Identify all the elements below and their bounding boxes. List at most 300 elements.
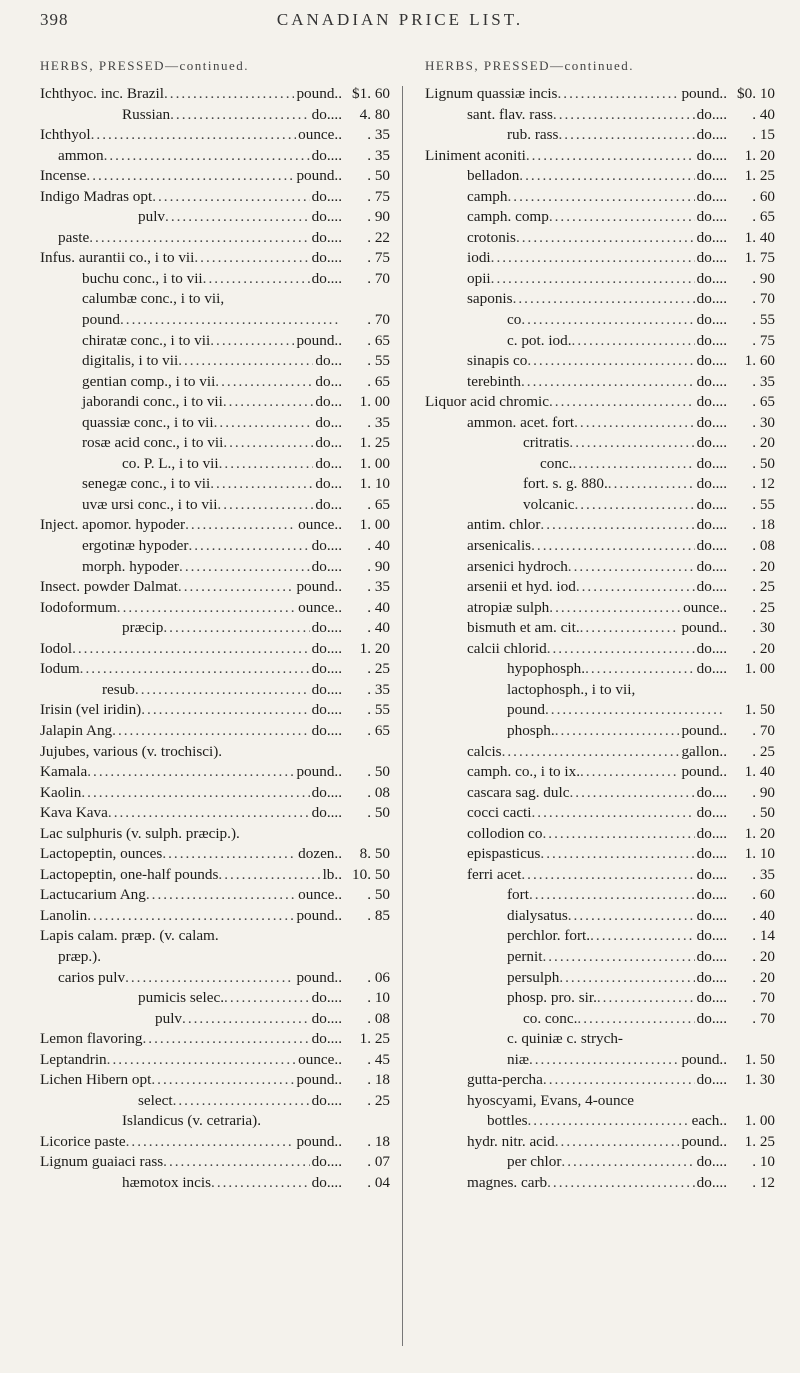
entry-price: 1. 20	[744, 146, 775, 164]
entry-price: . 70	[752, 290, 775, 308]
entry-unit: do....	[696, 454, 727, 472]
entry-name-wrap	[40, 742, 340, 763]
entry-name-wrap	[425, 618, 679, 639]
entry-name-wrap	[40, 1111, 340, 1132]
entry-price: . 75	[367, 187, 390, 205]
entry-price: 1. 20	[744, 824, 775, 842]
entry-price: . 18	[367, 1071, 390, 1089]
price-list-entry	[425, 372, 775, 393]
price-list-entry	[425, 146, 775, 167]
dot-leader	[521, 310, 694, 331]
entry-unit: do....	[311, 989, 342, 1007]
entry-unit: pound..	[296, 968, 342, 986]
entry-price: 8. 50	[359, 845, 390, 863]
price-list-entry	[425, 885, 775, 906]
entry-name: fort	[507, 886, 529, 904]
entry-name-wrap	[425, 289, 695, 310]
dot-leader	[526, 146, 695, 167]
entry-name-wrap	[425, 372, 695, 393]
entry-unit: pound..	[296, 331, 342, 349]
entry-price	[342, 926, 390, 947]
entry-name-wrap	[40, 392, 313, 413]
price-list-entry	[425, 474, 775, 495]
price-list-entry	[425, 557, 775, 578]
dot-leader	[107, 1050, 297, 1071]
entry-name: Lemon flavoring	[40, 1030, 143, 1048]
entry-unit: pound..	[296, 578, 342, 596]
entry-name: morph. hypoder	[82, 557, 180, 575]
entry-price: $0. 10	[737, 85, 775, 102]
entry-name: hæmotox incis	[122, 1173, 212, 1191]
entry-name-wrap	[40, 1132, 294, 1153]
dot-leader	[491, 248, 695, 269]
entry-name: Lactopeptin, ounces	[40, 845, 163, 863]
entry-unit: do....	[696, 845, 727, 863]
price-list-entry	[40, 557, 390, 578]
price-list-entry	[425, 310, 775, 331]
price-list-entry	[40, 84, 390, 105]
entry-unit: pound..	[681, 1132, 727, 1150]
entry-name-wrap	[425, 331, 695, 352]
entry-name: crotonis	[467, 228, 516, 246]
price-list-entry	[40, 824, 390, 845]
entry-name-wrap	[40, 618, 310, 639]
price-list-entry	[425, 207, 775, 228]
dot-leader	[634, 1091, 725, 1112]
entry-name-wrap	[40, 1070, 294, 1091]
entry-name-wrap	[40, 166, 294, 187]
entry-price: . 25	[367, 660, 390, 678]
entry-name: lactophosph., i to vii,	[507, 680, 636, 698]
entry-price: . 55	[752, 495, 775, 513]
entry-name-wrap	[40, 639, 310, 660]
entry-name: c. pot. iod.	[507, 331, 572, 349]
entry-price: . 30	[752, 413, 775, 431]
dot-leader	[547, 1173, 695, 1194]
dot-leader	[135, 680, 310, 701]
dot-leader	[531, 536, 695, 557]
entry-name-wrap	[425, 1009, 695, 1030]
dot-leader	[623, 1029, 725, 1050]
entry-unit: do....	[311, 680, 342, 698]
entry-name: atropiæ sulph	[467, 598, 550, 616]
price-list-entry	[425, 639, 775, 660]
entry-name: Lactopeptin, one-half pounds	[40, 865, 219, 883]
entry-price: . 50	[367, 167, 390, 185]
dot-leader	[87, 906, 294, 927]
price-list-entry	[40, 639, 390, 660]
entry-price: . 65	[752, 208, 775, 226]
entry-unit: do...	[315, 393, 342, 411]
entry-name-wrap	[425, 700, 725, 721]
dot-leader	[555, 721, 680, 742]
entry-name-wrap	[40, 1050, 296, 1071]
dot-leader	[491, 269, 695, 290]
entry-unit: do....	[696, 105, 727, 123]
price-list-entry	[425, 1009, 775, 1030]
dot-leader	[117, 598, 296, 619]
entry-name-wrap	[40, 762, 294, 783]
entry-name-wrap	[40, 187, 310, 208]
dot-leader	[502, 742, 680, 763]
price-list-entry	[40, 187, 390, 208]
dot-leader	[211, 1173, 310, 1194]
dot-leader	[577, 1009, 694, 1030]
price-list-entry	[40, 988, 390, 1009]
entry-unit: do....	[696, 249, 727, 267]
dot-leader	[549, 207, 695, 228]
dot-leader	[188, 536, 309, 557]
dot-leader	[555, 1132, 680, 1153]
price-list-entry	[425, 700, 775, 721]
price-list-entry	[40, 105, 390, 126]
price-list-entry	[425, 454, 775, 475]
dot-leader	[203, 269, 310, 290]
price-list-entry	[40, 762, 390, 783]
entry-name-wrap	[425, 885, 695, 906]
dot-leader	[170, 105, 310, 126]
entry-unit: do....	[696, 557, 727, 575]
entry-name-wrap	[425, 783, 695, 804]
entry-unit: do....	[696, 187, 727, 205]
entry-name: senegæ conc., i to vii	[82, 475, 211, 493]
entry-name: antim. chlor	[467, 516, 541, 534]
entry-name-wrap	[40, 783, 310, 804]
entry-name: Infus. aurantii co., i to vii	[40, 249, 195, 267]
entry-unit: do....	[696, 495, 727, 513]
price-list-entry	[40, 433, 390, 454]
entry-price: . 35	[367, 578, 390, 596]
entry-price: 1. 00	[359, 454, 390, 472]
dot-leader	[72, 639, 310, 660]
entry-name: phosph.	[507, 721, 555, 739]
entry-unit: do....	[696, 167, 727, 185]
price-list-entry	[425, 1173, 775, 1194]
dot-leader	[543, 1070, 695, 1091]
entry-price: . 65	[367, 495, 390, 513]
entry-unit: pound..	[681, 721, 727, 739]
price-list-entry	[425, 1091, 775, 1112]
price-list-entry	[425, 105, 775, 126]
entry-unit: do...	[315, 495, 342, 513]
entry-price: . 18	[752, 516, 775, 534]
entry-name-wrap	[40, 1029, 310, 1050]
entry-unit: do....	[696, 639, 727, 657]
entry-price: 1. 75	[744, 249, 775, 267]
entry-price: . 35	[367, 680, 390, 698]
entry-unit: do...	[315, 413, 342, 431]
dot-leader	[91, 125, 297, 146]
entry-name: hyoscyami, Evans, 4-ounce	[467, 1091, 635, 1109]
dot-leader	[223, 392, 314, 413]
entry-price: 1. 50	[744, 1050, 775, 1068]
entry-unit: do....	[696, 824, 727, 842]
dot-leader	[80, 659, 310, 680]
entry-unit: each..	[691, 1112, 727, 1130]
entry-price: . 60	[752, 886, 775, 904]
entry-price: . 35	[752, 372, 775, 390]
entry-name: Islandicus (v. cetraria).	[122, 1112, 262, 1130]
dot-leader	[219, 926, 340, 947]
entry-name: Lactucarium Ang	[40, 886, 146, 904]
entry-name-wrap	[425, 187, 695, 208]
dot-leader	[580, 618, 680, 639]
entry-name: bismuth et am. cit.	[467, 619, 580, 637]
entry-name: per chlor	[507, 1153, 562, 1171]
entry-price: . 08	[367, 1009, 390, 1027]
entry-name-wrap	[425, 1070, 695, 1091]
entry-name-wrap	[425, 639, 695, 660]
entry-price: . 08	[367, 783, 390, 801]
entry-name-wrap	[40, 988, 310, 1009]
dot-leader	[179, 557, 310, 578]
price-list-entry	[425, 844, 775, 865]
entry-unit: do....	[311, 1153, 342, 1171]
entry-name: calcii chlorid	[467, 639, 547, 657]
entry-unit: do....	[311, 639, 342, 657]
entry-unit: do....	[311, 187, 342, 205]
dot-leader	[558, 125, 694, 146]
entry-unit: ounce..	[298, 516, 342, 534]
entry-price: . 70	[752, 721, 775, 739]
price-list-entry	[425, 289, 775, 310]
dot-leader	[574, 413, 695, 434]
entry-unit: pound..	[296, 906, 342, 924]
entry-price: . 70	[752, 1009, 775, 1027]
entry-name-wrap	[40, 248, 310, 269]
price-list-entry	[40, 618, 390, 639]
entry-unit: do....	[311, 208, 342, 226]
entry-name-wrap	[425, 1111, 690, 1132]
entry-name: opii	[467, 269, 491, 287]
entry-name: co	[507, 311, 522, 329]
dot-leader	[572, 454, 694, 475]
dot-leader	[569, 783, 694, 804]
entry-name-wrap	[425, 84, 679, 105]
entry-name-wrap	[40, 310, 340, 331]
entry-unit: do....	[696, 516, 727, 534]
entry-unit: do....	[311, 537, 342, 555]
entry-price: . 60	[752, 187, 775, 205]
price-list-entry	[40, 269, 390, 290]
price-list-entry	[425, 1070, 775, 1091]
price-list-entry	[40, 1173, 390, 1194]
entry-name-wrap	[40, 454, 313, 475]
entry-name: Lanolin	[40, 906, 88, 924]
entry-price: . 25	[752, 598, 775, 616]
entry-name: phosp. pro. sir.	[507, 989, 597, 1007]
entry-price: . 50	[752, 454, 775, 472]
dot-leader	[532, 803, 695, 824]
entry-unit: ounce..	[298, 126, 342, 144]
dot-leader	[542, 947, 694, 968]
entry-name: Kaolin	[40, 783, 82, 801]
entry-name: rosæ acid conc., i to vii	[82, 434, 224, 452]
entry-price	[727, 1091, 775, 1112]
entry-name-wrap	[425, 392, 695, 413]
entry-price: . 40	[752, 105, 775, 123]
entry-name-wrap	[425, 926, 695, 947]
price-list-entry	[425, 495, 775, 516]
entry-price: . 35	[367, 146, 390, 164]
entry-price: . 70	[367, 269, 390, 287]
entry-name: præcip	[122, 619, 164, 637]
dot-leader	[146, 885, 296, 906]
entry-name: Lac sulphuris (v. sulph. præcip.).	[40, 824, 240, 842]
entry-name-wrap	[425, 146, 695, 167]
dot-leader	[540, 515, 694, 536]
entry-price: 1. 00	[359, 393, 390, 411]
entry-name-wrap	[425, 947, 695, 968]
entry-name-wrap	[425, 824, 695, 845]
entry-name: dialysatus	[507, 906, 568, 924]
entry-price: 1. 25	[359, 434, 390, 452]
entry-name-wrap	[425, 228, 695, 249]
dot-leader	[178, 351, 313, 372]
entry-name-wrap	[425, 598, 681, 619]
entry-unit: do....	[696, 146, 727, 164]
entry-name: Licorice paste	[40, 1132, 126, 1150]
entry-unit: do....	[696, 989, 727, 1007]
dot-leader	[125, 968, 294, 989]
entry-name: Jujubes, various (v. trochisci).	[40, 742, 223, 760]
price-list-entry	[40, 146, 390, 167]
entry-unit: pound..	[681, 1050, 727, 1068]
price-list-entry	[425, 433, 775, 454]
entry-name: rub. rass	[507, 126, 559, 144]
left-price-list	[40, 84, 390, 1194]
entry-price: . 25	[752, 742, 775, 760]
entry-price: . 20	[752, 947, 775, 965]
entry-name-wrap	[40, 803, 310, 824]
price-list-entry	[425, 947, 775, 968]
dot-leader	[543, 824, 695, 845]
entry-name: pulv	[138, 208, 166, 226]
entry-price: . 07	[367, 1153, 390, 1171]
dot-leader	[126, 1132, 295, 1153]
entry-name-wrap	[425, 1132, 679, 1153]
price-list-entry	[40, 1132, 390, 1153]
dot-leader	[217, 495, 313, 516]
entry-unit: pound..	[296, 167, 342, 185]
price-list-entry	[425, 1050, 775, 1071]
dot-leader	[162, 844, 296, 865]
price-list-entry	[425, 598, 775, 619]
entry-price: . 55	[367, 352, 390, 370]
price-list-entry	[425, 680, 775, 701]
entry-name: calumbæ conc., i to vii,	[82, 290, 225, 308]
entry-price: . 55	[752, 311, 775, 329]
entry-price: . 65	[752, 393, 775, 411]
price-list-entry	[40, 968, 390, 989]
price-list-entry	[40, 947, 390, 968]
entry-name: Incense	[40, 167, 87, 185]
entry-name: arsenici hydroch	[467, 557, 568, 575]
entry-name: præp.).	[58, 947, 102, 965]
entry-price: . 50	[367, 763, 390, 781]
entry-unit: do....	[311, 783, 342, 801]
entry-price: 1. 25	[744, 1132, 775, 1150]
entry-unit: do....	[696, 865, 727, 883]
entry-name-wrap	[40, 372, 313, 393]
entry-name-wrap	[40, 84, 294, 105]
entry-name-wrap	[40, 536, 310, 557]
dot-leader	[513, 289, 695, 310]
dot-leader	[112, 721, 309, 742]
dot-leader	[163, 1152, 309, 1173]
entry-name-wrap	[425, 515, 695, 536]
dot-leader	[223, 433, 313, 454]
price-list-entry	[40, 577, 390, 598]
entry-name-wrap	[40, 207, 310, 228]
entry-price: . 40	[367, 598, 390, 616]
entry-name-wrap	[425, 454, 695, 475]
entry-name-wrap	[425, 680, 725, 701]
entry-name: co. P. L., i to vii	[122, 454, 219, 472]
entry-price: . 20	[752, 968, 775, 986]
entry-unit: do....	[696, 352, 727, 370]
entry-name: Iodum	[40, 660, 80, 678]
entry-unit: ounce..	[298, 1050, 342, 1068]
entry-price: . 65	[367, 372, 390, 390]
entry-unit: do....	[696, 1009, 727, 1027]
right-column: HERBS, PRESSED—continued. Lignum quassiæ incis ..... pound.. $0. 10 sant. flav. rass ..... do.... . 40 rub. rass ..... do.... . 15 Liniment aconiti ..... do.... 1. 20 belladon ..... do.... 1. 25 camph ..... do.... . 60 camph. comp ..... do.... . 65 crotonis ..... do.... 1. 40 iodi ..... do.... 1. 75 opii ..... do.... . 90 saponis ..... do.... . 70 co ..... do.... . 55 c. pot. iod. ..... do.... . 75 sinapis co ..... do.... 1. 60 terebinth ..... do.... . 35 Liquor acid chromic ..... do.... . 65 ammon. acet. fort ..... do.... . 30 critratis ..... do.... . 20 conc. ..... do.... . 50 fort. s. g. 880. ..... do.... . 12 volcanic ..... do.... . 55 antim. chlor ..... do.... . 18 arsenicalis ..... do.... . 08 arsenici hydroch ..... do.... . 20 arsenii et hyd. iod ..... do.... . 25 atropiæ sulph ..... ounce.. . 25 bismuth et am. cit. ..... pound.. . 30 calcii chlorid ..... do.... . 20 hypophosph. ..... do.... 1. 00 lactophosph., i to vii, pound ..... 1. 50 phosph. ..... pound.. . 70 calcis ..... gallon.. . 25 camph. co., i to ix. ..... pound.. 1. 40 cascara sag. dulc ..... do.... . 90 cocci cacti ..... do.... . 50 collodion co ..... do.... 1. 20 epispasticus ..... do.... 1. 10 ferri acet ..... do.... . 35 fort ..... do.... . 60 dialysatus ..... do.... . 40 perchlor. fort. ..... do.... . 14 pernit ..... do.... . 20 persulph ..... do.... . 20 phosp. pro. sir. ..... do.... . 70 co. conc. ..... do.... . 70 c. quiniæ c. strych- niæ ..... pound.. 1. 50 gutta-percha ..... do.... 1. 30 hyoscyami, Evans, 4-ounce bottles ..... each.. 1. 00 hydr. nitr. acid ..... pound.. 1. 25 per chlor ..... do.... . 10 magnes. carb ..... do.... . 12	[425, 84, 775, 1194]
entry-name: magnes. carb	[467, 1173, 548, 1191]
price-list-entry	[40, 885, 390, 906]
price-list-entry	[425, 824, 775, 845]
entry-name-wrap	[425, 742, 679, 763]
entry-name: gutta-percha	[467, 1071, 543, 1089]
entry-name: hypophosph.	[507, 660, 586, 678]
entry-unit: do....	[696, 311, 727, 329]
entry-name-wrap	[425, 1152, 695, 1173]
entry-name: persulph	[507, 968, 560, 986]
price-list-entry	[425, 1029, 775, 1050]
entry-price	[342, 824, 390, 845]
price-list-entry	[425, 1111, 775, 1132]
price-list-entry	[40, 1029, 390, 1050]
entry-price: . 50	[367, 804, 390, 822]
entry-unit: lb..	[322, 865, 342, 883]
dot-leader	[529, 885, 695, 906]
price-list-entry	[425, 166, 775, 187]
entry-name: Lichen Hibern opt	[40, 1071, 152, 1089]
price-list-entry	[40, 1070, 390, 1091]
entry-price: . 25	[367, 1091, 390, 1109]
entry-price: . 15	[752, 126, 775, 144]
entry-price: 1. 25	[359, 1030, 390, 1048]
entry-unit: pound..	[296, 1071, 342, 1089]
dot-leader	[553, 105, 695, 126]
entry-unit: do....	[696, 126, 727, 144]
entry-price: . 12	[752, 1173, 775, 1191]
entry-name-wrap	[40, 105, 310, 126]
entry-price: . 25	[752, 578, 775, 596]
entry-price: 1. 40	[744, 228, 775, 246]
price-list-entry	[425, 125, 775, 146]
entry-name: Ichthyol	[40, 126, 91, 144]
entry-unit: pound..	[296, 1132, 342, 1150]
entry-price: . 50	[367, 886, 390, 904]
entry-unit: do....	[696, 228, 727, 246]
dot-leader	[108, 803, 310, 824]
entry-price: 1. 60	[744, 352, 775, 370]
price-list-entry	[40, 331, 390, 352]
entry-unit: do...	[315, 352, 342, 370]
right-price-list	[425, 84, 775, 1194]
dot-leader	[163, 618, 309, 639]
entry-name: Inject. apomor. hypoder	[40, 516, 186, 534]
